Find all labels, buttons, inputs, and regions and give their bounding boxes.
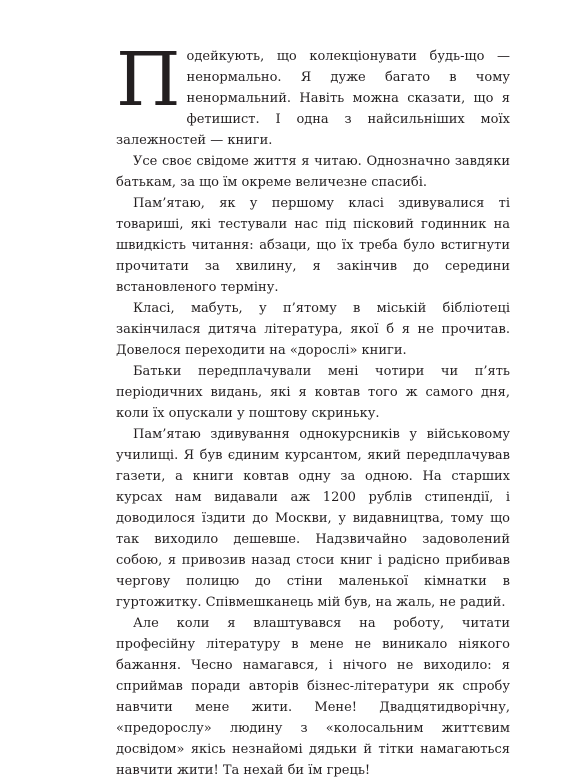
paragraph-1-text: одейкують, що колекціонувати будь-що — ненормально. Я дуже багато в чому ненормальний. Навіть можна сказати, що я фетишист. І одна з найсильніших моїх залежностей — книги. <box>116 49 510 148</box>
paragraph-5: Батьки передплачували мені чотири чи п’ять періодичних видань, які я ковтав того ж самого дня, коли їх опускали у поштову скриньку. <box>116 364 510 421</box>
drop-cap-letter: П <box>116 37 181 123</box>
book-page-text <box>116 37 510 781</box>
paragraph-7: Але коли я влаштувався на роботу, читати професійну літературу в мене не виникало ніякого бажання. Чесно намагався, і нічого не виходило: я сприймав поради авторів бізнес-літератури як спробу навчити мене жити. Мене! Двадцятидворічну, «предорослу» людину з «колосальним життєвим досвідом» якісь незнайомі дядьки й тітки намагаються навчити жити! Та нехай би їм грець! <box>116 616 510 778</box>
paragraph-3: Пам’ятаю, як у першому класі здивувалися ті товариші, які тестували нас під пісковий годинник на швидкість читання: абзаци, що їх треба було встигнути прочитати за хвилину, я закінчив до середини встановленого терміну. <box>116 196 510 295</box>
paragraph-1 <box>116 37 510 151</box>
paragraph-6: Пам’ятаю здивування однокурсників у військовому училищі. Я був єдиним курсантом, який передплачував газети, а книги ковтав одну за одною. На старших курсах нам видавали аж 1200 рублів стипендії, і доводилося їздити до Москви, у видавництва, тому що так виходило дешевше. Надзвичайно задоволений собою, я привозив назад стоси книг і радісно прибивав чергову полицю до стіни маленької кімнатки в гуртожитку. Співмешканець мій був, на жаль, не радий. <box>116 427 510 610</box>
paragraph-2: Усе своє свідоме життя я читаю. Однозначно завдяки батькам, за що їм окреме величезне спасибі. <box>116 154 510 190</box>
paragraph-4: Класі, мабуть, у п’ятому в міській бібліотеці закінчилася дитяча література, якої б я не прочитав. Довелося переходити на «дорослі» книги. <box>116 301 510 358</box>
